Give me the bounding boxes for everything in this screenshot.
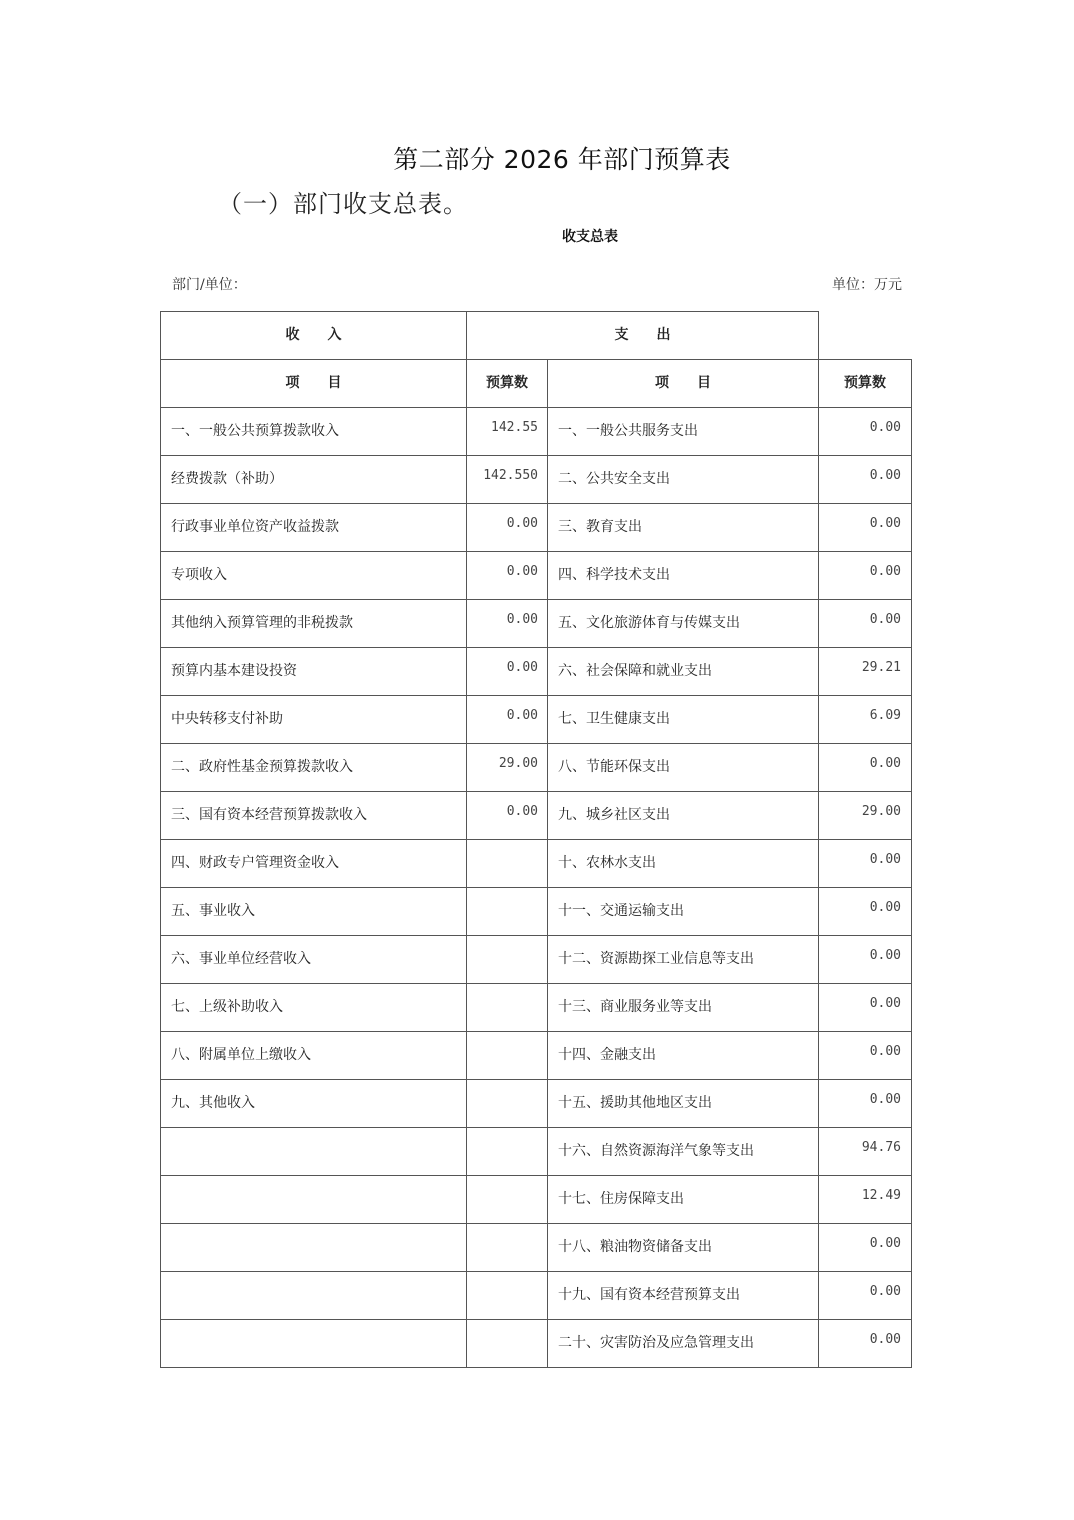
income-item-cell: 一、一般公共预算拨款收入 [160, 407, 467, 456]
income-item-cell: 三、国有资本经营预算拨款收入 [160, 791, 467, 840]
income-item-cell: 经费拨款（补助） [160, 455, 467, 504]
income-budget-header: 预算数 [466, 359, 548, 408]
income-item-cell: 四、财政专户管理资金收入 [160, 839, 467, 888]
expense-item-cell: 八、节能环保支出 [547, 743, 819, 792]
income-item-cell: 八、附属单位上缴收入 [160, 1031, 467, 1080]
income-value-cell [466, 1079, 548, 1128]
expense-item-cell: 十七、住房保障支出 [547, 1175, 819, 1224]
income-item-cell [160, 1223, 467, 1272]
expense-item-cell: 三、教育支出 [547, 503, 819, 552]
income-item-cell: 其他纳入预算管理的非税拨款 [160, 599, 467, 648]
income-value-cell: 0.00 [466, 647, 548, 696]
department-label: 部门/单位： [172, 277, 247, 293]
expense-budget-header: 预算数 [818, 359, 912, 408]
expense-item-cell: 十九、国有资本经营预算支出 [547, 1271, 819, 1320]
expense-item-cell: 十六、自然资源海洋气象等支出 [547, 1127, 819, 1176]
income-value-cell: 0.00 [466, 503, 548, 552]
income-value-cell [466, 1175, 548, 1224]
income-value-cell [466, 983, 548, 1032]
income-value-cell: 0.00 [466, 599, 548, 648]
income-value-cell [466, 1127, 548, 1176]
income-value-cell [466, 1319, 548, 1368]
income-item-cell: 预算内基本建设投资 [160, 647, 467, 696]
expense-header: 支 出 [466, 311, 819, 360]
expense-value-cell: 29.00 [818, 791, 912, 840]
expense-item-cell: 一、一般公共服务支出 [547, 407, 819, 456]
income-value-cell: 0.00 [466, 791, 548, 840]
expense-value-cell: 6.09 [818, 695, 912, 744]
income-item-cell [160, 1271, 467, 1320]
expense-item-cell: 九、城乡社区支出 [547, 791, 819, 840]
expense-item-cell: 十四、金融支出 [547, 1031, 819, 1080]
expense-value-cell: 0.00 [818, 407, 912, 456]
expense-value-cell: 0.00 [818, 503, 912, 552]
unit-label: 单位：万元 [832, 277, 902, 293]
expense-value-cell: 94.76 [818, 1127, 912, 1176]
expense-item-cell: 十一、交通运输支出 [547, 887, 819, 936]
income-value-cell: 0.00 [466, 551, 548, 600]
income-item-cell: 专项收入 [160, 551, 467, 600]
income-value-cell [466, 935, 548, 984]
expense-value-cell: 0.00 [818, 887, 912, 936]
page-title: 第二部分 2026 年部门预算表 [393, 145, 731, 174]
income-value-cell [466, 1271, 548, 1320]
income-item-cell [160, 1127, 467, 1176]
income-item-cell [160, 1319, 467, 1368]
expense-value-cell: 0.00 [818, 983, 912, 1032]
expense-value-cell: 0.00 [818, 1079, 912, 1128]
income-item-cell: 九、其他收入 [160, 1079, 467, 1128]
expense-item-cell: 十三、商业服务业等支出 [547, 983, 819, 1032]
expense-item-cell: 六、社会保障和就业支出 [547, 647, 819, 696]
income-value-cell [466, 1031, 548, 1080]
income-value-cell [466, 839, 548, 888]
income-value-cell [466, 887, 548, 936]
expense-value-cell: 29.21 [818, 647, 912, 696]
expense-item-cell: 十五、援助其他地区支出 [547, 1079, 819, 1128]
expense-value-cell: 0.00 [818, 599, 912, 648]
income-item-cell: 二、政府性基金预算拨款收入 [160, 743, 467, 792]
income-value-cell: 142.55 [466, 407, 548, 456]
section-subtitle: （一）部门收支总表。 [218, 190, 468, 218]
income-item-header: 项 目 [160, 359, 467, 408]
income-value-cell: 0.00 [466, 695, 548, 744]
expense-value-cell: 0.00 [818, 551, 912, 600]
expense-item-header: 项 目 [547, 359, 819, 408]
expense-value-cell: 0.00 [818, 1271, 912, 1320]
income-item-cell: 六、事业单位经营收入 [160, 935, 467, 984]
expense-item-cell: 十、农林水支出 [547, 839, 819, 888]
expense-value-cell: 0.00 [818, 935, 912, 984]
income-item-cell: 七、上级补助收入 [160, 983, 467, 1032]
expense-value-cell: 0.00 [818, 455, 912, 504]
income-value-cell: 29.00 [466, 743, 548, 792]
expense-item-cell: 十八、粮油物资储备支出 [547, 1223, 819, 1272]
expense-value-cell: 0.00 [818, 839, 912, 888]
expense-value-cell: 0.00 [818, 1031, 912, 1080]
expense-value-cell: 0.00 [818, 1319, 912, 1368]
expense-item-cell: 二十、灾害防治及应急管理支出 [547, 1319, 819, 1368]
income-value-cell [466, 1223, 548, 1272]
income-header: 收 入 [160, 311, 467, 360]
income-item-cell: 五、事业收入 [160, 887, 467, 936]
expense-item-cell: 五、文化旅游体育与传媒支出 [547, 599, 819, 648]
income-value-cell: 142.550 [466, 455, 548, 504]
expense-value-cell: 0.00 [818, 1223, 912, 1272]
expense-value-cell: 0.00 [818, 743, 912, 792]
expense-item-cell: 十二、资源勘探工业信息等支出 [547, 935, 819, 984]
table-title: 收支总表 [562, 229, 618, 245]
income-item-cell [160, 1175, 467, 1224]
expense-item-cell: 七、卫生健康支出 [547, 695, 819, 744]
expense-value-cell: 12.49 [818, 1175, 912, 1224]
income-item-cell: 行政事业单位资产收益拨款 [160, 503, 467, 552]
expense-item-cell: 四、科学技术支出 [547, 551, 819, 600]
income-item-cell: 中央转移支付补助 [160, 695, 467, 744]
expense-item-cell: 二、公共安全支出 [547, 455, 819, 504]
